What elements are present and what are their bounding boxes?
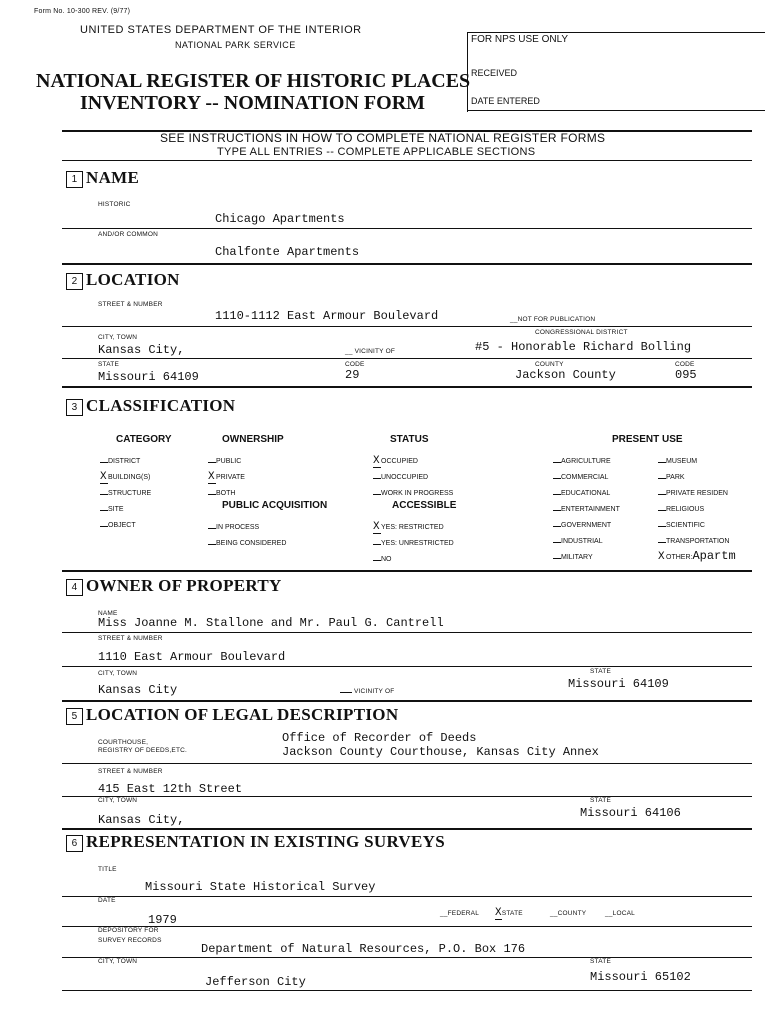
legal-street-value: 415 East 12th Street xyxy=(98,782,243,796)
use-option[interactable] xyxy=(658,482,770,498)
status-option[interactable] xyxy=(373,450,453,466)
option-mark xyxy=(553,486,561,495)
section-title: NAME xyxy=(86,168,140,187)
option-mark: X xyxy=(658,551,665,562)
congressional-district-value: #5 - Honorable Richard Bolling xyxy=(475,340,692,354)
option-mark xyxy=(100,454,108,463)
option-mark xyxy=(373,552,381,561)
option-mark xyxy=(553,470,561,479)
option-label: BOTH xyxy=(216,490,236,497)
vicinity-option: __ VICINITY OF xyxy=(345,348,395,355)
section-number-box: 2 xyxy=(66,273,83,290)
status-heading: STATUS xyxy=(390,434,429,445)
ownership-list xyxy=(208,450,245,498)
option-label: MUSEUM xyxy=(666,458,698,465)
use-option[interactable] xyxy=(658,530,770,546)
option-mark xyxy=(373,486,381,495)
option-mark xyxy=(100,486,108,495)
option-label: RELIGIOUS xyxy=(666,506,705,513)
depository-label-2: SURVEY RECORDS xyxy=(98,937,162,944)
federal-option[interactable]: __FEDERAL xyxy=(440,910,480,917)
code-label: CODE xyxy=(345,361,365,368)
use-option[interactable] xyxy=(658,498,770,514)
owner-state-value: Missouri 64109 xyxy=(568,677,669,691)
option-label: PRIVATE xyxy=(216,474,245,481)
option-mark: X xyxy=(495,907,502,919)
category-option[interactable] xyxy=(100,514,151,530)
option-label: PUBLIC xyxy=(216,458,242,465)
option-label: YES: UNRESTRICTED xyxy=(381,540,454,547)
congressional-district-label: CONGRESSIONAL DISTRICT xyxy=(535,329,628,336)
section-title: LOCATION xyxy=(86,270,180,289)
nps-use-box xyxy=(467,32,765,112)
section-surveys-heading xyxy=(66,832,445,852)
access-option[interactable] xyxy=(373,532,454,548)
section-number-box: 4 xyxy=(66,579,83,596)
street-label: STREET & NUMBER xyxy=(98,301,163,308)
state-label: STATE xyxy=(98,361,119,368)
vicinity-label: VICINITY OF xyxy=(354,688,395,695)
form-subtitle: INVENTORY -- NOMINATION FORM xyxy=(80,92,426,114)
historic-label: HISTORIC xyxy=(98,201,131,208)
survey-city-label: CITY, TOWN xyxy=(98,958,138,965)
option-label: BUILDING(S) xyxy=(108,474,151,481)
status-list xyxy=(373,450,453,498)
option-mark: X xyxy=(373,521,380,533)
use-option-other[interactable] xyxy=(658,546,770,562)
owner-name-label: NAME xyxy=(98,610,118,617)
survey-city-value: Jefferson City xyxy=(205,975,306,989)
option-mark xyxy=(208,520,216,529)
owner-vicinity-option xyxy=(340,688,394,695)
date-entered-label: DATE ENTERED xyxy=(471,96,540,106)
section-title: REPRESENTATION IN EXISTING SURVEYS xyxy=(86,832,445,851)
courthouse-value-1: Office of Recorder of Deeds xyxy=(282,731,477,745)
section-title: CLASSIFICATION xyxy=(86,396,236,415)
section-title: LOCATION OF LEGAL DESCRIPTION xyxy=(86,705,399,724)
ownership-heading: OWNERSHIP xyxy=(222,434,284,445)
status-option[interactable] xyxy=(373,482,453,498)
ownership-option[interactable] xyxy=(208,482,245,498)
ownership-option[interactable] xyxy=(208,466,245,482)
present-use-heading: PRESENT USE xyxy=(612,434,683,445)
depository-label-1: DEPOSITORY FOR xyxy=(98,927,159,934)
option-mark xyxy=(658,502,666,511)
option-label: OBJECT xyxy=(108,522,136,529)
option-label: IN PROCESS xyxy=(216,524,260,531)
option-mark: X xyxy=(373,455,380,467)
option-label: YES: RESTRICTED xyxy=(381,524,444,531)
legal-city-label: CITY, TOWN xyxy=(98,797,138,804)
survey-date-value: 1979 xyxy=(148,913,177,927)
legal-street-label: STREET & NUMBER xyxy=(98,768,163,775)
section-name-heading xyxy=(66,168,139,188)
county-code-label: CODE xyxy=(675,361,695,368)
common-name-value: Chalfonte Apartments xyxy=(215,245,360,259)
section-number-box: 6 xyxy=(66,835,83,852)
code-value: 29 xyxy=(345,368,360,382)
option-label: GOVERNMENT xyxy=(561,522,612,529)
use-option[interactable] xyxy=(553,530,620,546)
owner-street-label: STREET & NUMBER xyxy=(98,635,163,642)
category-option[interactable] xyxy=(100,466,151,482)
survey-title-label: TITLE xyxy=(98,866,117,873)
owner-street-value: 1110 East Armour Boulevard xyxy=(98,650,286,664)
section-number-box: 1 xyxy=(66,171,83,188)
option-label: INDUSTRIAL xyxy=(561,538,603,545)
use-option[interactable] xyxy=(658,450,770,466)
city-label: CITY, TOWN xyxy=(98,334,138,341)
use-option[interactable] xyxy=(553,482,620,498)
use-option[interactable] xyxy=(658,514,770,530)
option-label: SITE xyxy=(108,506,124,513)
option-mark xyxy=(208,536,216,545)
received-label: RECEIVED xyxy=(471,68,518,78)
present-use-list-2 xyxy=(658,450,770,562)
option-label: PRIVATE RESIDEN xyxy=(666,490,728,497)
option-label: AGRICULTURE xyxy=(561,458,611,465)
option-mark xyxy=(373,470,381,479)
option-mark xyxy=(658,518,666,527)
nps-use-label: FOR NPS USE ONLY xyxy=(471,34,569,45)
form-number: Form No. 10-300 REV. (9/77) xyxy=(34,8,131,15)
option-label: BEING CONSIDERED xyxy=(216,540,287,547)
option-label: DISTRICT xyxy=(108,458,141,465)
agency-heading: NATIONAL PARK SERVICE xyxy=(175,40,296,50)
option-label: STATE xyxy=(501,910,523,917)
legal-state-label: STATE xyxy=(590,797,611,804)
state-value: Missouri 64109 xyxy=(98,370,199,384)
category-list xyxy=(100,450,151,530)
option-mark xyxy=(208,486,216,495)
option-mark xyxy=(553,534,561,543)
county-label: COUNTY xyxy=(535,361,564,368)
section-number-box: 3 xyxy=(66,399,83,416)
option-mark xyxy=(100,502,108,511)
acquisition-option[interactable] xyxy=(208,516,286,532)
section-owner-heading xyxy=(66,576,282,596)
use-option[interactable] xyxy=(553,498,620,514)
county-option[interactable]: __COUNTY xyxy=(550,910,587,917)
option-label: STRUCTURE xyxy=(108,490,152,497)
category-option[interactable] xyxy=(100,482,151,498)
section-title: OWNER OF PROPERTY xyxy=(86,576,282,595)
common-name-label: AND/OR COMMON xyxy=(98,231,159,238)
option-mark xyxy=(658,486,666,495)
option-label: EDUCATIONAL xyxy=(561,490,611,497)
county-code-value: 095 xyxy=(675,368,697,382)
use-option[interactable] xyxy=(553,450,620,466)
acquisition-list xyxy=(208,516,286,548)
option-label: UNOCCUPIED xyxy=(381,474,429,481)
section-number-box: 5 xyxy=(66,708,83,725)
access-option[interactable] xyxy=(373,548,454,564)
category-option[interactable] xyxy=(100,450,151,466)
courthouse-value-2: Jackson County Courthouse, Kansas City Annex xyxy=(282,745,599,759)
section-location-heading xyxy=(66,270,180,290)
survey-date-label: DATE xyxy=(98,897,116,904)
local-option[interactable]: __LOCAL xyxy=(605,910,635,917)
use-option[interactable] xyxy=(553,466,620,482)
ownership-option[interactable] xyxy=(208,450,245,466)
department-heading: UNITED STATES DEPARTMENT OF THE INTERIOR xyxy=(80,24,362,36)
option-mark xyxy=(553,502,561,511)
category-option[interactable] xyxy=(100,498,151,514)
option-label: COMMERCIAL xyxy=(561,474,609,481)
historic-name-value: Chicago Apartments xyxy=(215,212,345,226)
not-for-publication-option: __NOT FOR PUBLICATION xyxy=(510,316,596,323)
option-label: WORK IN PROGRESS xyxy=(381,490,454,497)
accessible-heading: ACCESSIBLE xyxy=(392,500,457,511)
option-label: NO xyxy=(381,556,392,563)
courthouse-label: COURTHOUSE, xyxy=(98,739,149,746)
option-mark xyxy=(553,550,561,559)
owner-state-label: STATE xyxy=(590,668,611,675)
survey-state-value: Missouri 65102 xyxy=(590,970,691,984)
registry-label: REGISTRY OF DEEDS,ETC. xyxy=(98,747,188,754)
legal-city-value: Kansas City, xyxy=(98,813,185,827)
owner-city-label: CITY, TOWN xyxy=(98,670,138,677)
instructions-line2: TYPE ALL ENTRIES -- COMPLETE APPLICABLE SECTIONS xyxy=(217,146,536,158)
street-value: 1110-1112 East Armour Boulevard xyxy=(215,309,439,323)
county-value: Jackson County xyxy=(515,368,616,382)
option-label: SCIENTIFIC xyxy=(666,522,705,529)
use-option[interactable] xyxy=(658,466,770,482)
survey-title-value: Missouri State Historical Survey xyxy=(145,880,376,894)
option-mark: X xyxy=(100,471,107,483)
use-option[interactable] xyxy=(553,546,620,562)
access-option[interactable] xyxy=(373,516,454,532)
owner-name-value: Miss Joanne M. Stallone and Mr. Paul G. Cantrell xyxy=(98,616,444,630)
option-label: PARK xyxy=(666,474,685,481)
option-mark xyxy=(208,454,216,463)
option-mark xyxy=(373,536,381,545)
owner-city-value: Kansas City xyxy=(98,683,178,697)
section-legal-description-heading xyxy=(66,705,398,725)
vicinity-blank xyxy=(340,692,352,693)
present-use-list-1 xyxy=(553,450,620,562)
use-option[interactable] xyxy=(553,514,620,530)
option-mark xyxy=(658,470,666,479)
option-mark: X xyxy=(208,471,215,483)
option-label: ENTERTAINMENT xyxy=(561,506,620,513)
legal-state-value: Missouri 64106 xyxy=(580,806,681,820)
depository-value: Department of Natural Resources, P.O. Box 176 xyxy=(201,942,526,956)
option-label: TRANSPORTATION xyxy=(666,538,730,545)
option-mark xyxy=(658,454,666,463)
form-title: NATIONAL REGISTER OF HISTORIC PLACES xyxy=(36,70,471,92)
option-label: OTHER: xyxy=(666,554,693,561)
instructions-line1: SEE INSTRUCTIONS IN HOW TO COMPLETE NATIONAL REGISTER FORMS xyxy=(160,131,606,145)
option-label: OCCUPIED xyxy=(381,458,418,465)
option-label: MILITARY xyxy=(561,554,593,561)
access-list xyxy=(373,516,454,564)
section-classification-heading xyxy=(66,396,235,416)
acquisition-option[interactable] xyxy=(208,532,286,548)
city-value: Kansas City, xyxy=(98,343,185,357)
option-mark xyxy=(553,454,561,463)
option-mark xyxy=(100,518,108,527)
option-mark xyxy=(553,518,561,527)
other-use-value: Apartm xyxy=(692,549,736,562)
status-option[interactable] xyxy=(373,466,453,482)
option-mark xyxy=(658,534,666,543)
survey-state-label: STATE xyxy=(590,958,611,965)
state-option[interactable] xyxy=(495,907,523,919)
category-heading: CATEGORY xyxy=(116,434,172,445)
public-acquisition-heading: PUBLIC ACQUISITION xyxy=(222,500,328,511)
